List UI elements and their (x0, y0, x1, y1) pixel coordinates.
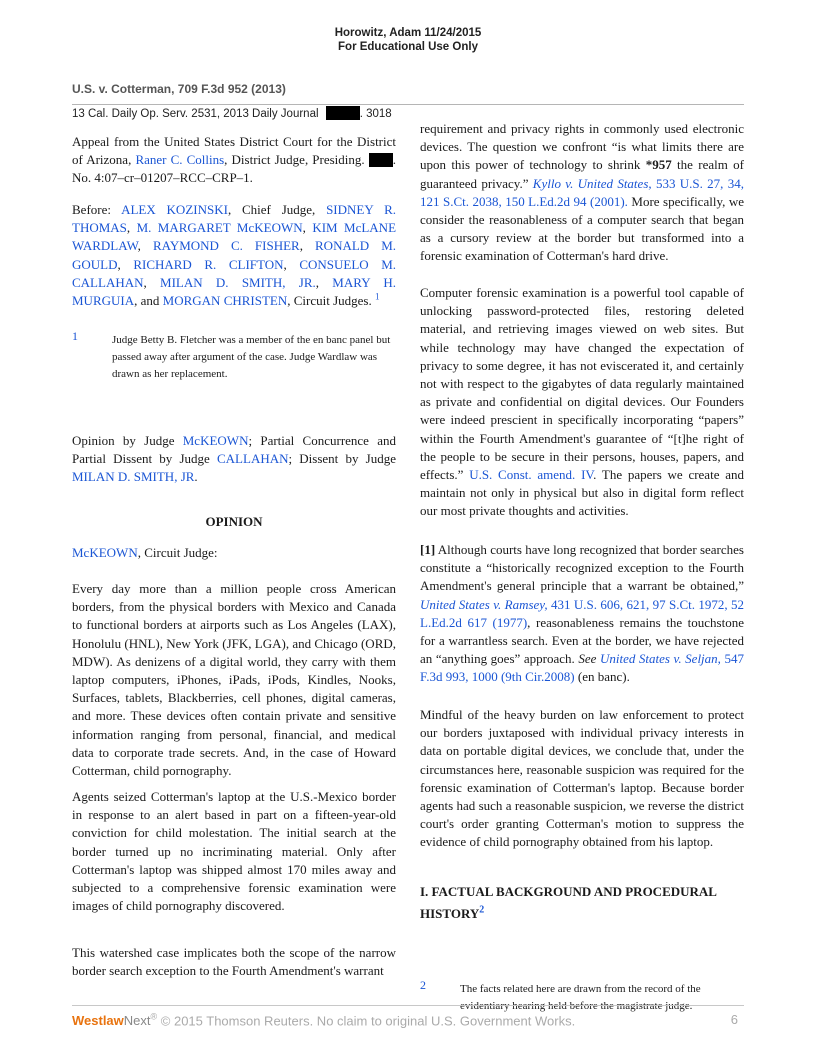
case-link-ramsey[interactable]: United States v. Ramsey, (420, 596, 548, 612)
paragraph-text: Mindful of the heavy burden on law enforcement to protect our borders juxtaposed with individual privacy interests in data on portable digital devices, we conclude that, under the circumstances here, reasonable suspicion was required for the forensic examination of Cotterman's laptop. Because border agents had such a reasonable suspicion, we reverse the district court's order granting Cotterman's motion to suppress the evidence of child pornography obtained from his laptop. (420, 707, 744, 850)
opinion-paragraph-6 (420, 541, 744, 687)
case-link-kyllo[interactable]: Kyllo v. United States, (532, 175, 652, 191)
header-usage-note: For Educational Use Only (338, 41, 478, 53)
judge-link-christen[interactable]: MORGAN CHRISTEN (162, 293, 288, 309)
footnote-1 (72, 329, 396, 383)
appeal-paragraph (72, 133, 396, 188)
parallel-citation (72, 106, 392, 120)
judge-link-mckeown[interactable]: M. MARGARET McKEOWN (136, 220, 303, 236)
westlawnext-logo (72, 1013, 157, 1028)
case-citation-ramsey[interactable]: 431 U.S. 606, 621, 97 S.Ct. 1972, 52 L.Ed.2d 617 (1977) (420, 596, 744, 630)
star-page-marker: *957 (645, 157, 672, 173)
paragraph-text: . The papers we create and maintain not only in physical but also in digital form reflect our most private thoughts and activities. (420, 467, 744, 519)
author-role: , Circuit Judge: (137, 545, 218, 560)
logo-next: Next (123, 1013, 151, 1029)
judge-link-callahan[interactable]: CONSUELO M. CALLAHAN (72, 256, 397, 290)
footnote-text: The facts related here are drawn from the record of the evidentiary hearing held before the magistrate judge. (460, 983, 701, 1012)
judge-link-thomas[interactable]: SIDNEY R. THOMAS (72, 202, 396, 236)
footnote-number[interactable]: 2 (420, 978, 426, 992)
author-link[interactable]: McKEOWN (72, 545, 138, 560)
page-number: 6 (730, 1012, 738, 1027)
separator: . (194, 469, 198, 485)
paragraph-text: the realm of guaranteed privacy.” (420, 157, 744, 191)
separator: , (143, 274, 161, 290)
opinion-paragraph-5 (420, 284, 744, 521)
case-citation-kyllo[interactable]: 533 U.S. 27, 34, 121 S.Ct. 2038, 150 L.Ed.2d 94 (2001). (420, 175, 744, 209)
judge-link-callahan[interactable]: CALLAHAN (217, 451, 289, 467)
citation-page: . 3018 (359, 108, 392, 120)
section-heading-text: I. FACTUAL BACKGROUND AND PROCEDURAL HISTORY (420, 884, 717, 921)
opinion-paragraph-1 (72, 580, 396, 780)
opinion-by-text: Opinion by Judge (72, 433, 183, 448)
appeal-text: Appeal from the United States District Court for the District of Arizona, (72, 134, 396, 168)
judge-link-mckeown[interactable]: McKEOWN (182, 433, 249, 448)
opinion-paragraph-7 (420, 706, 744, 852)
separator: , (117, 256, 134, 272)
paragraph-text: Every day more than a million people cross American borders, from the physical borders with Mexico and Canada to functional borders at airports such as Los Angeles (LAX), Honolulu (HNL), New York (JFK, LGA), and Chicago (ORD, MDW). As denizens of a digital world, they carry with them laptop computers, iPhones, iPads, iPods, Kindles, Nooks, Surfaces, tablets, Blackberries, cell phones, digital cameras, and more. These devices often contain private and sensitive information ranging from personal, financial, and medical data to corporate trade secrets. And, in the case of Howard Cotterman, child pornography. (72, 581, 396, 779)
appeal-text-2: , District Judge, Presiding. (224, 152, 369, 168)
paragraph-text: (en banc). (574, 669, 630, 685)
copyright-text: © 2015 Thomson Reuters. No claim to original U.S. Government Works. (157, 1013, 576, 1029)
citation-text: 13 Cal. Daily Op. Serv. 2531, 2013 Daily Journal (72, 108, 319, 120)
paragraph-text: Although courts have long recognized that border searches constitute a “historically recognized exception to the Fourth Amendment's general principle that a warrant be obtained,” (420, 542, 744, 594)
judge-link-smith[interactable]: MILAN D. SMITH, JR (72, 469, 195, 485)
redaction-block (369, 153, 393, 167)
separator: , and (134, 293, 163, 309)
judge-link-collins[interactable]: Raner C. Collins (135, 152, 225, 168)
paragraph-text: Computer forensic examination is a powerful tool capable of unlocking password-protected files, restoring deleted material, and retrieving images viewed on web sites. But while technology may have changed the expectation of privacy to some degree, it has not eviscerated it, and certainly not with respect to the gigabytes of data regularly maintained as private and confidential on digital devices. Our Founders were indeed prescient in specifically incorporating “papers” within the Fourth Amendment's guarantee of “[t]he right of the people to be secure in their persons, houses, papers, and effects.” (420, 285, 744, 483)
docket-number: . No. 4:07–cr–01207–RCC–CRP–1. (72, 152, 397, 186)
circuit-judges-text: , Circuit Judges. (287, 293, 375, 309)
page-footer (72, 1012, 744, 1028)
judge-link-murguia[interactable]: MARY H. MURGUIA (72, 274, 397, 309)
panel-paragraph (72, 201, 396, 310)
footer-divider (72, 1005, 744, 1006)
constitution-link[interactable]: U.S. Const. amend. IV (469, 467, 594, 483)
judge-link-clifton[interactable]: RICHARD R. CLIFTON (133, 256, 284, 272)
paragraph-text: Agents seized Cotterman's laptop at the U.S.-Mexico border in response to an alert based in part on a fifteen-year-old conviction for child molestation. The initial search at the border turned up no incriminating material. Only after Cotterman's laptop was shipped almost 170 miles away and subjected to a comprehensive forensic examination were images of child pornography discovered. (72, 789, 396, 914)
case-citation-seljan[interactable]: 547 F.3d 993, 1000 (9th Cir.2008) (420, 651, 744, 685)
logo-westlaw: Westlaw (72, 1013, 124, 1029)
footnote-ref-2[interactable]: 2 (479, 904, 485, 916)
document-header (0, 26, 816, 54)
paragraph-text: , reasonableness remains the touchstone for a warrantless search. Even at the border, we have rejected an “anything goes” approach. (420, 614, 744, 667)
separator: , (315, 274, 333, 290)
footnote-2 (420, 978, 744, 1015)
judge-link-gould[interactable]: RONALD M. GOULD (72, 238, 397, 272)
signal-see: See (578, 651, 600, 667)
before-label: Before: (72, 202, 122, 217)
registered-mark: ® (150, 1012, 158, 1022)
opinion-heading: OPINION (205, 514, 263, 529)
paragraph-text: This watershed case implicates both the scope of the narrow border search exception to the Fourth Amendment's warrant (72, 945, 396, 979)
footnote-text: Judge Betty B. Fletcher was a member of the en banc panel but passed away after argument of the case. Judge Wardlaw was drawn as her replacement. (112, 334, 391, 380)
header-user-date: Horowitz, Adam 11/24/2015 (334, 27, 482, 39)
author-line (72, 544, 396, 562)
opinion-by-paragraph (72, 432, 396, 487)
opinion-paragraph-3 (72, 944, 396, 980)
header-divider (72, 104, 744, 105)
section-heading (420, 881, 744, 925)
headnote-marker[interactable]: [1] (420, 542, 436, 557)
separator: , (126, 220, 137, 236)
separator: , (299, 238, 316, 254)
dissent-text: ; Dissent by Judge (288, 451, 396, 467)
judge-link-fisher[interactable]: RAYMOND C. FISHER (152, 238, 300, 254)
separator: , (137, 238, 153, 254)
separator: , (302, 220, 313, 236)
case-title: U.S. v. Cotterman, 709 F.3d 952 (2013) (72, 82, 286, 96)
opinion-paragraph-2 (72, 788, 396, 915)
concurrence-text: ; Partial Concurrence and Partial Dissent by Judge (72, 433, 396, 467)
judge-link-kozinski[interactable]: ALEX KOZINSKI (121, 202, 228, 217)
paragraph-text: More specifically, we consider the reasonableness of a computer search that began as a cursory review at the border but transformed into a forensic examination of Cotterman's hard drive. (420, 193, 744, 264)
chief-judge-text: , Chief Judge, (227, 202, 327, 217)
separator: , (283, 256, 300, 272)
redaction-block (326, 106, 360, 120)
paragraph-text: requirement and privacy rights in commonly used electronic devices. The question we confront “is what limits there are upon this power of technology to shrink (420, 121, 744, 173)
judge-link-wardlaw[interactable]: KIM McLANE WARDLAW (72, 220, 397, 254)
footnote-number[interactable]: 1 (72, 329, 78, 343)
footnote-ref-1[interactable]: 1 (375, 291, 380, 302)
judge-link-smith[interactable]: MILAN D. SMITH, JR. (160, 274, 316, 290)
opinion-paragraph-4 (420, 120, 744, 266)
case-link-seljan[interactable]: United States v. Seljan, (599, 651, 721, 667)
